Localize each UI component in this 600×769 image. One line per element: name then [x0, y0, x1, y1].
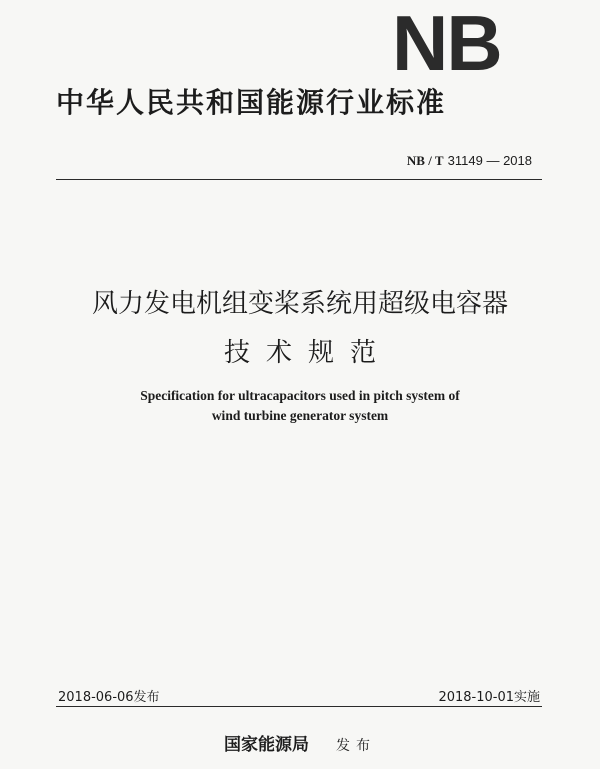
- title-chinese-line2: 技术规范: [223, 338, 392, 368]
- nb-logo: NB: [392, 0, 501, 87]
- bottom-divider: [56, 706, 542, 707]
- standard-prefix: NB / T: [406, 153, 444, 168]
- publisher-name: 国家能源局: [223, 735, 309, 755]
- standard-number: 31149 — 2018: [447, 153, 532, 168]
- publisher-line: [0, 730, 600, 755]
- implementation-date: 2018-10-01实施: [438, 690, 540, 705]
- title-english-line1: Specification for ultracapacitors used in pitch system of: [140, 388, 460, 403]
- title-chinese-line1: 风力发电机组变桨系统用超级电容器: [91, 289, 508, 319]
- publish-action: 发布: [336, 738, 377, 754]
- standard-code: [407, 153, 532, 169]
- title-english-line2: wind turbine generator system: [211, 408, 389, 423]
- org-title: 中华人民共和国能源行业标准: [56, 86, 447, 119]
- top-divider: [56, 179, 542, 180]
- issue-date: 2018-06-06发布: [58, 690, 160, 705]
- title-english: [0, 386, 600, 426]
